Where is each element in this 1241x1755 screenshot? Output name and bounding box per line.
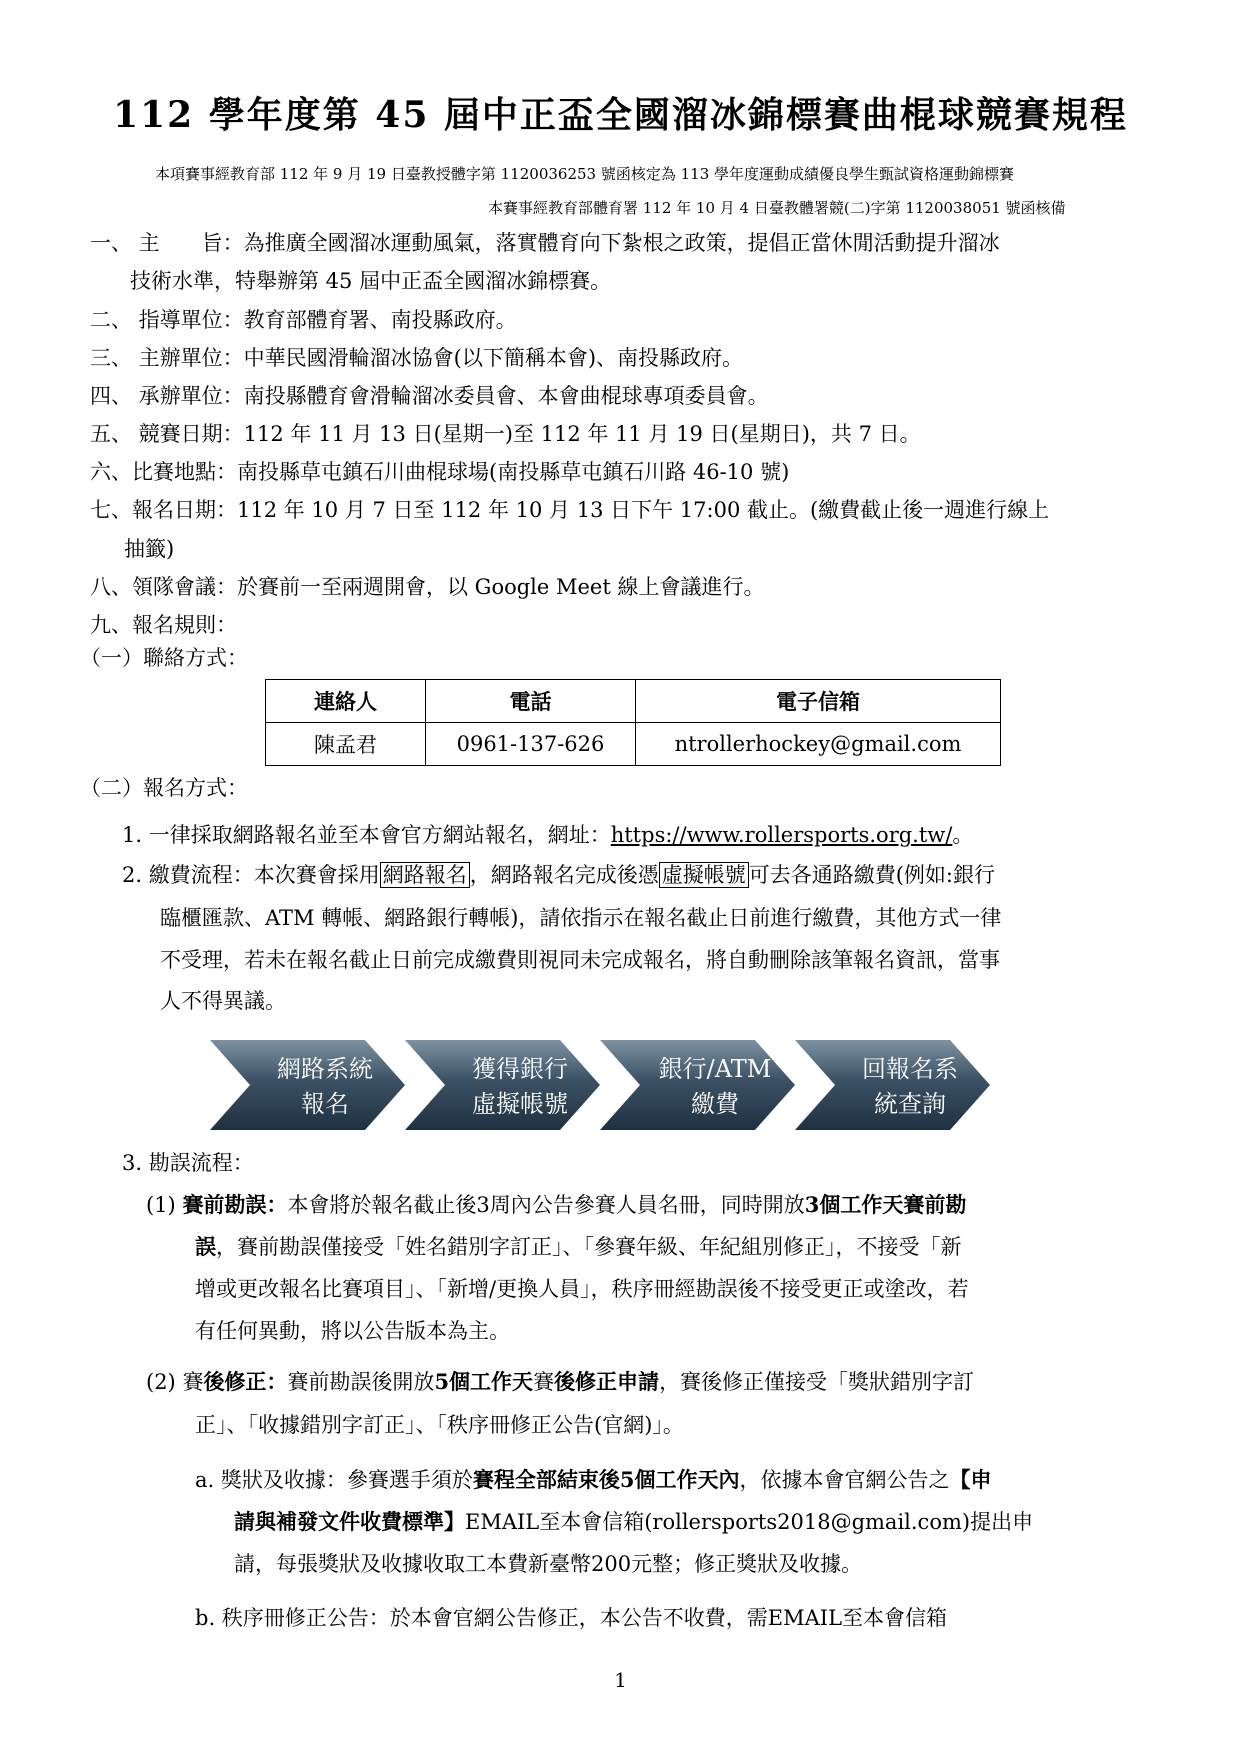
website-link[interactable]: https://www.rollersports.org.tw/ [610,823,953,847]
section-purpose-cont: 技術水準，特舉辦第 45 屆中正盃全國溜冰錦標賽。 [130,269,612,293]
page-number: 1 [614,1668,627,1692]
errata-p2-number: (2) [146,1370,176,1394]
section-purpose: 一、 主 旨：為推廣全國溜冰運動風氣，落實體育向下紮根之政策，提倡正當休閒活動提升溜冰 [90,231,1000,255]
section-registration-rules: 九、報名規則： [90,613,237,637]
errata-p1-text-2: ，賽前勘誤僅接受「姓名錯別字訂正」、「參賽年級、年紀組別修正」，不接受「新 [216,1235,962,1259]
section-guidance: 二、 指導單位：教育部體育署、南投縣政府。 [90,308,517,332]
errata-p2-bold-2: 5個工作天 [434,1369,534,1394]
errata-p1-number: (1) [146,1193,176,1217]
header-phone: 電話 [426,680,636,723]
subsection-contact: （一）聯絡方式： [80,646,248,670]
header-email: 電子信箱 [636,680,1001,723]
errata-heading: 3. 勘誤流程： [122,1151,254,1175]
flow-step-2 [405,1040,600,1130]
reg-item-2-text: 2. 繳費流程：本次賽會採用 [122,863,380,887]
section-organizer: 三、 主辦單位：中華民國滑輪溜冰協會(以下簡稱本會)、南投縣政府。 [90,346,744,370]
cell-email: ntrollerhockey@gmail.com [636,723,1001,766]
flow-step-1-line-2: 報名 [301,1090,349,1118]
approval-note-2: 本賽事經教育部體育署 112 年 10 月 4 日臺教體署競(二)字第 1120038051 號函核備 [488,199,1066,217]
payment-flow-diagram [210,1040,1030,1130]
flow-step-3 [600,1040,795,1130]
errata-a-line-1 [195,1465,992,1495]
flow-step-4-line-1: 回報名系 [862,1055,958,1083]
reg-item-2-line-3: 不受理，若未在報名截止日前完成繳費則視同未完成報名，將自動刪除該筆報名資訊，當事 [160,948,1000,972]
document-title: 112 學年度第 45 屆中正盃全國溜冰錦標賽曲棍球競賽規程 [113,94,1128,136]
errata-p2-bold-3: 後修正申請 [554,1369,660,1394]
errata-p1-line-1 [146,1190,966,1220]
flow-step-2-line-2: 虛擬帳號 [472,1090,568,1118]
reg-item-2-end: 可去各通路繳費(例如:銀行 [748,863,995,887]
flow-step-1-line-1: 網路系統 [277,1055,373,1083]
errata-a-line-2 [234,1507,1033,1537]
reg-item-1 [122,820,973,850]
reg-item-2-line-2: 臨櫃匯款、ATM 轉帳、網路銀行轉帳)，請依指示在報名截止日前進行繳費，其他方式一律 [160,906,1002,930]
errata-p1-line-2 [195,1232,962,1262]
reg-item-2 [122,860,995,890]
reg-item-1-end: 。 [952,823,974,847]
errata-a-bold-1: 賽程全部結束後5個工作天內 [472,1467,740,1492]
section-registration-dates-cont: 抽籤) [124,537,175,561]
errata-a-text-1: ，依據本會官網公告之 [739,1468,950,1492]
subsection-registration-method: （二）報名方式： [80,776,248,800]
reg-item-2-mid: ，網路報名完成後憑 [469,863,659,887]
reg-item-1-text: 1. 一律採取網路報名並至本會官方網站報名，網址： [122,823,611,847]
errata-p1-line-4: 有任何異動，將以公告版本為主。 [195,1319,510,1343]
flow-step-4-line-2: 統查詢 [874,1090,946,1118]
errata-p1-line-3: 增或更改報名比賽項目」、「新增/更換人員」，秩序冊經勘誤後不接受更正或塗改，若 [195,1277,969,1301]
errata-a-line-3: 請，每張獎狀及收據收取工本費新臺幣200元整；修正獎狀及收據。 [234,1552,863,1576]
errata-p2-text-1: 賽前勘誤後開放 [287,1370,435,1394]
cell-phone: 0961-137-626 [426,723,636,766]
flow-step-3-line-1: 銀行/ATM [658,1055,772,1083]
errata-p2-line-2: 正」、「收據錯別字訂正」、「秩序冊修正公告(官網)」。 [195,1413,684,1437]
section-venue: 六、比賽地點：南投縣草屯鎮石川曲棍球場(南投縣草屯鎮石川路 46-10 號) [90,460,790,484]
reg-item-2-line-4: 人不得異議。 [160,989,286,1013]
errata-p1-bold-2: 3個工作天賽前勘 [804,1192,967,1217]
section-dates: 五、 競賽日期：112 年 11 月 13 日(星期一)至 112 年 11 月 19 日(星期日)，共 7 日。 [90,422,921,446]
errata-p2-line-1 [146,1367,974,1397]
boxed-virtual-account: 虛擬帳號 [659,862,749,888]
flow-step-3-line-2: 繳費 [691,1090,739,1118]
boxed-online-registration: 網路報名 [380,862,470,888]
flow-step-1 [210,1040,405,1130]
flow-step-2-line-1: 獲得銀行 [472,1055,568,1083]
errata-p2-text-0: 賽 [182,1370,204,1394]
errata-a-bold-2: 【申 [949,1467,992,1492]
errata-p1-text-1: 本會將於報名截止後3周內公告參賽人員名冊，同時開放 [287,1193,805,1217]
errata-p1-bold-1: 賽前勘誤： [182,1192,288,1217]
errata-a-bold-3: 請與補發文件收費標準】 [234,1509,465,1534]
section-team-meeting: 八、領隊會議：於賽前一至兩週開會，以 Google Meet 線上會議進行。 [90,575,765,599]
errata-b-line-1: b. 秩序冊修正公告：於本會官網公告修正，本公告不收費，需EMAIL至本會信箱 [195,1606,948,1630]
errata-p1-bold-3: 誤 [195,1234,216,1259]
errata-a-text-0: a. 獎狀及收據：參賽選手須於 [195,1468,473,1492]
contact-table [265,679,1001,766]
cell-contact-person: 陳孟君 [266,723,426,766]
section-registration-dates: 七、報名日期：112 年 10 月 7 日至 112 年 10 月 13 日下午 17:00 截止。(繳費截止後一週進行線上 [90,498,1050,522]
flow-step-4 [795,1040,990,1130]
approval-note-1: 本項賽事經教育部 112 年 9 月 19 日臺教授體字第 1120036253 號函核定為 113 學年度運動成績優良學生甄試資格運動錦標賽 [155,165,1015,183]
errata-p2-text-2: 賽 [533,1370,555,1394]
errata-a-text-2: EMAIL至本會信箱(rollersports2018@gmail.com)提出申 [465,1510,1034,1534]
header-contact-person: 連絡人 [266,680,426,723]
errata-p2-text-3: ，賽後修正僅接受「獎狀錯別字訂 [659,1370,975,1394]
section-host: 四、 承辦單位：南投縣體育會滑輪溜冰委員會、本會曲棍球專項委員會。 [90,384,769,408]
errata-p2-bold-1: 後修正： [203,1369,288,1394]
